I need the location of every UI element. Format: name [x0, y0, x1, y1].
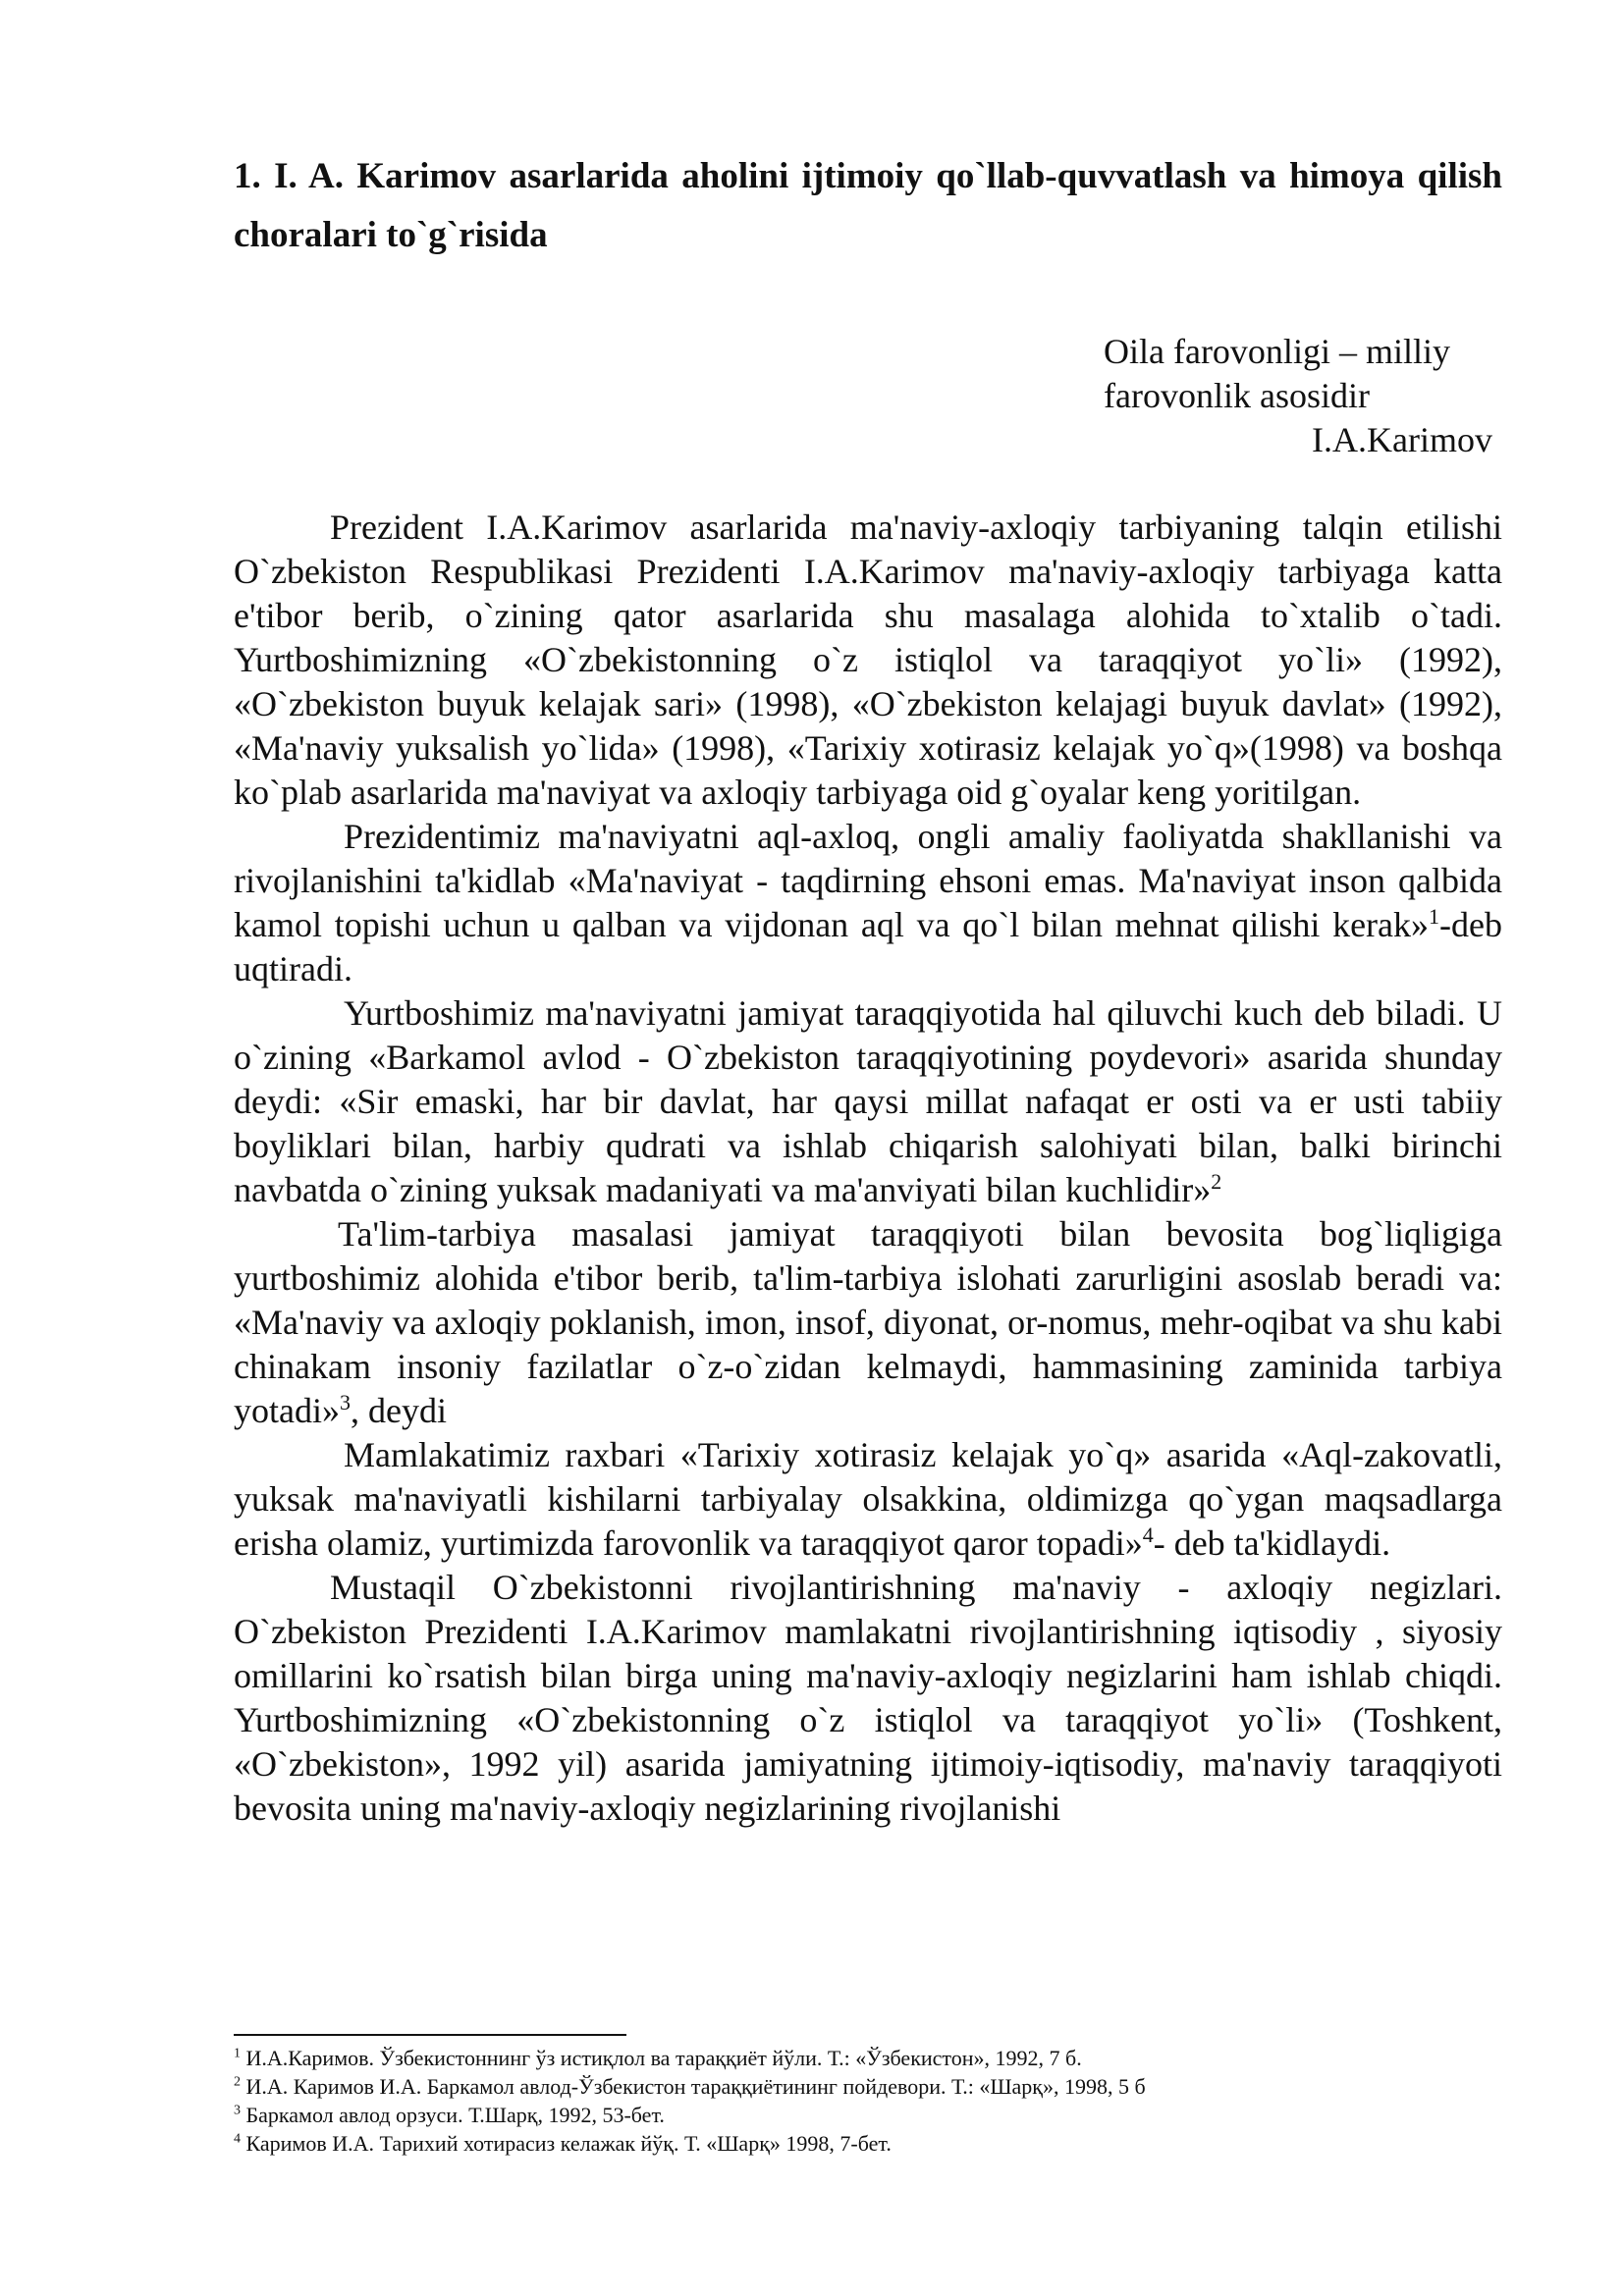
footnote-2 — [234, 2072, 1502, 2101]
footnote-text-3: Баркамол авлод орзуси. Т.Шарқ, 1992, 53-бет. — [241, 2103, 665, 2127]
paragraph-3 — [234, 991, 1502, 1212]
paragraph-3-text: Yurtboshimiz ma'naviyatni jamiyat taraqqiyotida hal qiluvchi kuch deb biladi. U o`zining «Barkamol avlod - O`zbekiston taraqqiyotining poydevori» asarida shunday deydi: «Sir emaski, har bir davlat, har qaysi millat nafaqat er osti va er usti tabiiy boyliklari bilan, harbiy qudrati va ishlab chiqarish salohiyati bilan, balki birinchi navbatda o`zining yuksak madaniyati va ma'anviyati bilan kuchlidir» — [234, 993, 1502, 1209]
epigraph-author: I.A.Karimov — [1312, 420, 1492, 459]
paragraph-6-text: Mustaqil O`zbekistonni rivojlantirishning ma'naviy - axloqiy negizlari. O`zbekiston Prezidenti I.A.Karimov mamlakatni rivojlantirishning iqtisodiy , siyosiy omillarini ko`rsatish bilan birga uning ma'naviy-axloqiy negizlarini ham ishlab chiqdi. Yurtboshimizning «O`zbekistonning o`z istiqlol va taraqqiyot yo`li» (Toshkent, «O`zbekiston», 1992 yil) asarida jamiyatning ijtimoiy-iqtisodiy, ma'naviy taraqqiyoti bevosita uning ma'naviy-axloqiy negizlarining rivojlanishi — [234, 1568, 1502, 1828]
footnote-ref-4: 4 — [1142, 1522, 1154, 1547]
section-number: 1. — [234, 156, 261, 196]
footnote-text-4: Каримов И.А. Тарихий хотирасиз келажак йўқ. Т. «Шарқ» 1998, 7-бет. — [241, 2131, 892, 2156]
footnote-3 — [234, 2101, 1502, 2129]
epigraph-line-2: farovonlik asosidir — [1104, 376, 1370, 415]
footnote-text-2: И.А. Каримов И.А. Баркамол авлод-Ўзбекистон тараққиётининг пойдевори. Т.: «Шарқ», 1998, 5 б — [241, 2074, 1146, 2099]
body-text — [234, 506, 1502, 1831]
footnote-4 — [234, 2129, 1502, 2158]
footnotes — [234, 2044, 1502, 2158]
paragraph-5-text: Mamlakatimiz raxbari «Tarixiy xotirasiz kelajak yo`q» asarida «Aql-zakovatli, yuksak ma'naviyatli kishilarni tarbiyalay olsakkina, oldimizga qo`ygan maqsadlarga erisha olamiz, yurtimizda farovonlik va taraqqiyot qaror topadi» — [234, 1435, 1502, 1563]
epigraph-line-1: Oila farovonligi – milliy — [1104, 332, 1450, 371]
paragraph-1-text: Prezident I.A.Karimov asarlarida ma'naviy-axloqiy tarbiyaning talqin etilishi O`zbekiston Respublikasi Prezidenti I.A.Karimov ma'naviy-axloqiy tarbiyaga katta e'tibor berib, o`zining qator asarlarida shu masalaga alohida to`xtalib o`tadi. Yurtboshimizning «O`zbekistonning o`z istiqlol va taraqqiyot yo`li» (1992), «O`zbekiston buyuk kelajak sari» (1998), «O`zbekiston kelajagi buyuk davlat» (1992), «Ma'naviy yuksalish yo`lida» (1998), «Tarixiy xotirasiz kelajak yo`q»(1998) va boshqa ko`plab asarlarida ma'naviyat va axloqiy tarbiyaga oid g`oyalar keng yoritilgan. — [234, 507, 1502, 812]
paragraph-4-tail: , deydi — [350, 1391, 447, 1430]
footnote-mark-4: 4 — [234, 2131, 241, 2147]
footnote-text-1: И.А.Каримов. Ўзбекистоннинг ўз истиқлол ва тараққиёт йўли. Т.: «Ўзбекистон», 1992, 7 б. — [241, 2046, 1082, 2070]
paragraph-2 — [234, 815, 1502, 991]
footnote-mark-2: 2 — [234, 2074, 241, 2090]
paragraph-6 — [234, 1566, 1502, 1831]
footnote-ref-2: 2 — [1211, 1169, 1222, 1194]
section-title: I. A. Karimov asarlarida aholini ijtimoiy qo`llab-quvvatlash va himoya qilish choralari to`g`risida — [234, 156, 1502, 255]
footnote-1 — [234, 2044, 1502, 2072]
footnote-mark-1: 1 — [234, 2046, 241, 2061]
paragraph-1 — [234, 506, 1502, 815]
paragraph-5 — [234, 1433, 1502, 1566]
section-heading — [234, 147, 1502, 265]
footnote-mark-3: 3 — [234, 2103, 241, 2118]
paragraph-4 — [234, 1212, 1502, 1433]
paragraph-5-tail: - deb ta'kidlaydi. — [1153, 1523, 1391, 1563]
epigraph — [1104, 330, 1506, 462]
paragraph-2-text: Prezidentimiz ma'naviyatni aql-axloq, ongli amaliy faoliyatda shakllanishi va rivojlanishini ta'kidlab «Ma'naviyat - taqdirning ehsoni emas. Ma'naviyat inson qalbida kamol topishi uchun u qalban va vijdonan aql va qo`l bilan mehnat qilishi kerak» — [234, 817, 1502, 944]
paragraph-4-text: Ta'lim-tarbiya masalasi jamiyat taraqqiyoti bilan bevosita bog`liqligiga yurtboshimiz alohida e'tibor berib, ta'lim-tarbiya islohati zarurligini asoslab beradi va: «Ma'naviy va axloqiy poklanish, imon, insof, diyonat, or-nomus, mehr-oqibat va shu kabi chinakam insoniy fazilatlar o`z-o`zidan kelmaydi, hammasining zaminida tarbiya yotadi» — [234, 1214, 1502, 1430]
footnote-ref-3: 3 — [339, 1390, 351, 1415]
footnote-ref-1: 1 — [1429, 904, 1440, 929]
footnote-separator — [234, 2034, 626, 2036]
paragraph-2-tail: -deb uqtiradi. — [234, 905, 1502, 988]
